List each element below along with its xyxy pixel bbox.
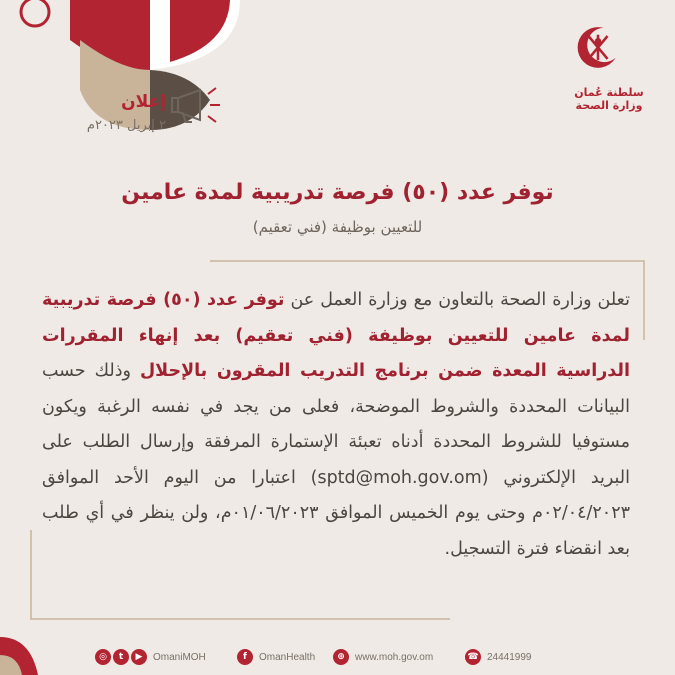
facebook-icon[interactable]: f bbox=[237, 649, 253, 665]
ministry-name bbox=[569, 86, 649, 112]
social-icons-group bbox=[95, 648, 206, 666]
headline: توفر عدد (٥٠) فرصة تدريبية لمدة عامين bbox=[121, 180, 554, 205]
decorative-shapes bbox=[0, 0, 240, 160]
subheadline: للتعيين بوظيفة (فني تعقيم) bbox=[252, 218, 423, 236]
ministry-logo-icon bbox=[563, 22, 633, 92]
body-intro: تعلن وزارة الصحة بالتعاون مع وزارة العمل عن bbox=[290, 290, 630, 310]
announcement-body bbox=[42, 283, 630, 567]
org-line-2: وزارة الصحة bbox=[575, 99, 643, 112]
phone-icon[interactable]: ☎ bbox=[465, 649, 481, 665]
body-highlight: توفر عدد (٥٠) فرصة تدريبية لمدة عامين للتعيين بوظيفة (فني تعقيم) بعد إنهاء المقررات الدراسية المعدة ضمن برنامج التدريب المقرون بالإحلال bbox=[42, 290, 630, 381]
instagram-icon[interactable]: ◎ bbox=[95, 649, 111, 665]
megaphone-icon bbox=[170, 84, 234, 126]
twitter-icon[interactable]: t bbox=[113, 649, 129, 665]
website-link[interactable]: www.moh.gov.om bbox=[355, 651, 434, 663]
website-group bbox=[333, 648, 433, 666]
facebook-group bbox=[237, 648, 315, 666]
phone-number[interactable]: 24441999 bbox=[487, 651, 532, 663]
facebook-handle[interactable]: OmanHealth bbox=[259, 651, 316, 663]
org-line-1: سلطنة عُمان bbox=[574, 86, 644, 99]
youtube-icon[interactable]: ▶ bbox=[131, 649, 147, 665]
globe-icon[interactable]: ⊕ bbox=[333, 649, 349, 665]
decorative-corner bbox=[0, 625, 60, 675]
social-handle[interactable]: OmaniMOH bbox=[153, 651, 206, 663]
phone-group bbox=[465, 648, 532, 666]
announcement-title: إعلان bbox=[121, 92, 166, 112]
announcement-date: ٢ إبريل ٢٠٢٣م bbox=[86, 118, 166, 133]
body-details: وذلك حسب البيانات المحددة والشروط الموضحة، فعلى من يجد في نفسه الرغبة ويكون مستوفيا للشروط المحددة أدناه تعبئة الإستمارة المرفقة وإرسال الطلب على البريد الإلكتروني (sptd@moh.gov.om) اعتبارا من اليوم الأحد الموافق ٠٢/٠٤/٢٠٢٣م وحتى يوم الخميس الموافق ٠١/٠٦/٢٠٢٣م، ولن ينظر في أي طلب بعد انقضاء فترة التسجيل. bbox=[42, 361, 631, 559]
